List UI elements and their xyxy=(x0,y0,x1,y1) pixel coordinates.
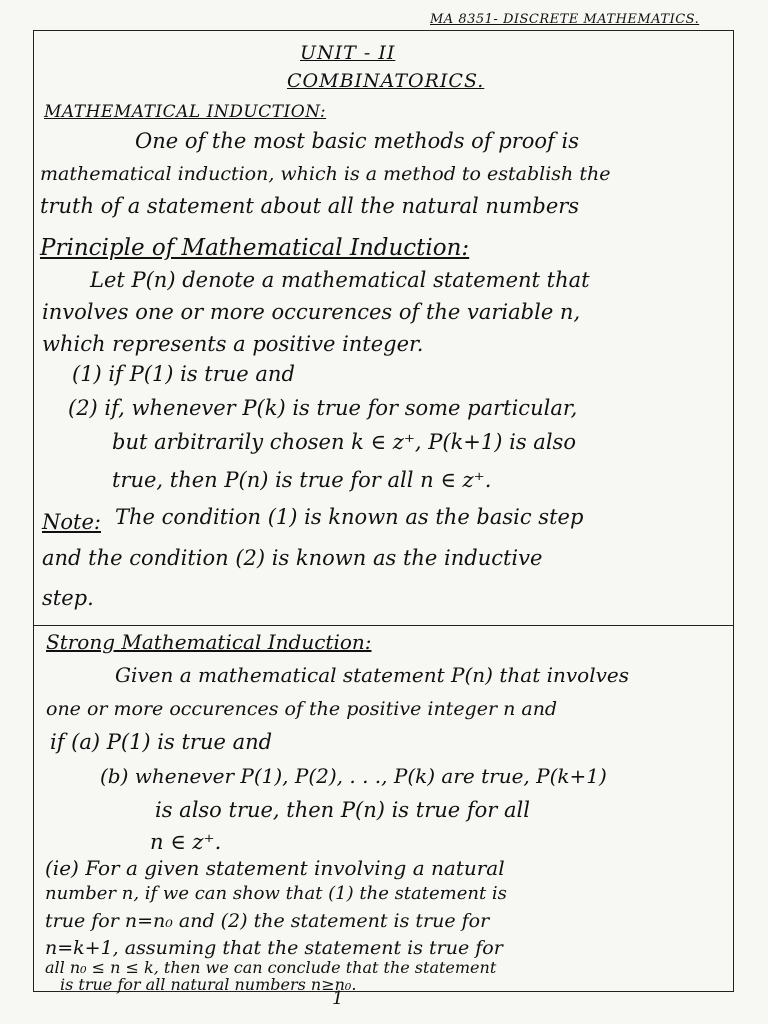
section-heading-induction: MATHEMATICAL INDUCTION: xyxy=(44,102,327,122)
condition-item: but arbitrarily chosen k ∈ z⁺, P(k+1) is also xyxy=(112,430,576,454)
condition-item: (1) if P(1) is true and xyxy=(72,362,295,386)
paragraph-line: number n, if we can show that (1) the statement is xyxy=(45,883,507,904)
paragraph-line: true for n=n₀ and (2) the statement is true for xyxy=(45,910,490,932)
section-divider xyxy=(33,625,734,626)
unit-title: UNIT - II xyxy=(300,42,396,64)
paragraph-line: (ie) For a given statement involving a natural xyxy=(45,856,505,880)
paragraph-line: n=k+1, assuming that the statement is true for xyxy=(45,937,503,959)
paragraph-line: Let P(n) denote a mathematical statement that xyxy=(90,268,590,292)
note-line: step. xyxy=(42,586,94,610)
condition-item: (b) whenever P(1), P(2), . . ., P(k) are true, P(k+1) xyxy=(100,764,607,788)
condition-item: is also true, then P(n) is true for all xyxy=(155,798,530,822)
paragraph-line: all n₀ ≤ n ≤ k, then we can conclude that the statement xyxy=(45,958,497,977)
note-line: The condition (1) is known as the basic step xyxy=(115,505,584,529)
paragraph-line: Given a mathematical statement P(n) that involves xyxy=(115,663,629,687)
condition-item: true, then P(n) is true for all n ∈ z⁺. xyxy=(112,468,492,492)
condition-item: if (a) P(1) is true and xyxy=(50,730,273,754)
paragraph-line: One of the most basic methods of proof is xyxy=(135,129,579,153)
paragraph-line: involves one or more occurences of the variable n, xyxy=(42,300,581,324)
section-heading-strong-induction: Strong Mathematical Induction: xyxy=(46,630,372,654)
note-label: Note: xyxy=(42,510,101,534)
condition-item: n ∈ z⁺. xyxy=(150,830,222,854)
course-header: MA 8351- DISCRETE MATHEMATICS. xyxy=(430,12,700,27)
paragraph-line: mathematical induction, which is a method to establish the xyxy=(40,163,611,185)
paragraph-line: which represents a positive integer. xyxy=(42,332,424,356)
section-heading-principle: Principle of Mathematical Induction: xyxy=(40,235,470,261)
paragraph-line: one or more occurences of the positive integer n and xyxy=(46,698,558,720)
paragraph-line: truth of a statement about all the natural numbers xyxy=(40,194,580,218)
topic-title: COMBINATORICS. xyxy=(287,70,485,92)
note-line: and the condition (2) is known as the inductive xyxy=(42,546,543,570)
condition-item: (2) if, whenever P(k) is true for some particular, xyxy=(68,396,578,420)
paragraph-line: is true for all natural numbers n≥n₀. xyxy=(60,975,357,994)
page-number: 1 xyxy=(332,988,344,1009)
